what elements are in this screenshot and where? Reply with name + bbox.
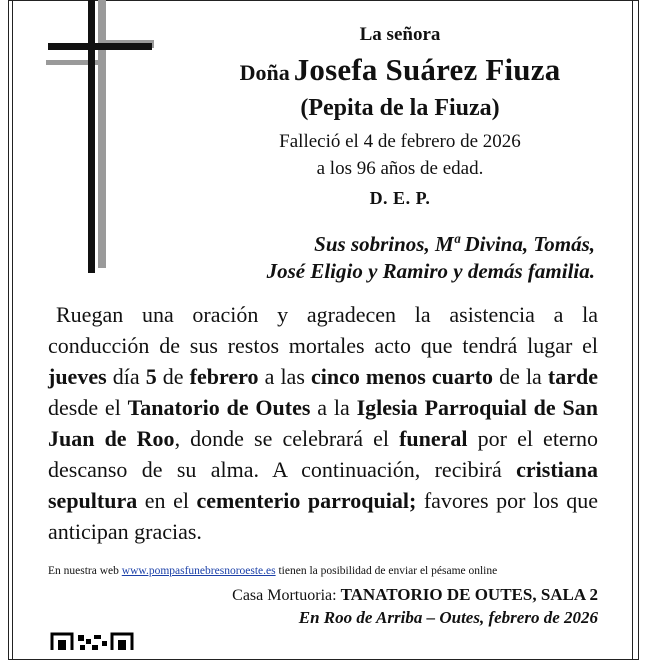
nickname: (Pepita de la Fiuza): [300, 95, 500, 121]
funeral-home-value: TANATORIO DE OUTES, SALA 2: [340, 585, 598, 604]
body-text-segment: por el eterno descanso de su alma. A continuación, recibirá: [48, 426, 599, 482]
funeral-home-label: Casa Mortuoria:: [232, 587, 341, 604]
dep-line: D. E. P.: [369, 188, 431, 208]
body-text-segment: Ruegan una oración y agradecen la asistencia a la conducción de sus restos mortales acto que tendrá lugar el: [48, 302, 598, 358]
body-text-segment: de: [156, 364, 190, 389]
body-bold-segment: cristiana sepultura: [48, 457, 598, 513]
deceased-name: Josefa Suárez Fiuza: [293, 52, 561, 87]
body-bold-segment: Tanatorio de Outes: [127, 395, 311, 420]
place-date: En Roo de Arriba – Outes, febrero de 2026: [298, 608, 598, 627]
body-text-segment: de la: [493, 364, 548, 389]
funeral-home-line: [232, 585, 598, 605]
web-note-prefix: En nuestra web: [48, 565, 122, 577]
name-prefix: Doña: [239, 60, 290, 85]
web-note-suffix: tienen la posibilidad de enviar el pésame online: [275, 565, 498, 577]
body-bold-segment: funeral: [399, 426, 468, 451]
qr-code-icon[interactable]: [50, 632, 142, 650]
body-text-segment: a la: [310, 395, 357, 420]
body-bold-segment: 5: [145, 364, 157, 389]
family-line-1: Sus sobrinos, Mª Divina, Tomás,: [314, 232, 595, 256]
body-bold-segment: Iglesia Parroquial de San Juan de Roo: [48, 395, 598, 451]
web-condolence-note: [48, 565, 497, 577]
body-bold-segment: cinco menos cuarto: [310, 364, 493, 389]
body-text-segment: desde el: [48, 395, 128, 420]
body-text-segment: en el: [137, 488, 197, 513]
intro-title: La señora: [359, 24, 441, 45]
deceased-name-line: [200, 52, 600, 88]
announcement-body: [48, 299, 598, 547]
website-link[interactable]: www.pompasfunebresnoroeste.es: [121, 565, 276, 577]
body-text-segment: , donde se celebrará el: [174, 426, 400, 451]
body-bold-segment: tarde: [547, 364, 598, 389]
body-bold-segment: cementerio parroquial;: [196, 488, 417, 513]
death-date: Falleció el 4 de febrero de 2026: [279, 131, 521, 152]
age-line: a los 96 años de edad.: [316, 158, 484, 179]
body-text-segment: a las: [258, 364, 311, 389]
body-bold-segment: febrero: [189, 364, 259, 389]
body-text-segment: favores por los que anticipan gracias.: [48, 488, 598, 544]
body-bold-segment: jueves: [48, 364, 107, 389]
body-text-segment: día: [106, 364, 146, 389]
family-line-2: José Eligio y Ramiro y demás familia.: [266, 259, 595, 283]
